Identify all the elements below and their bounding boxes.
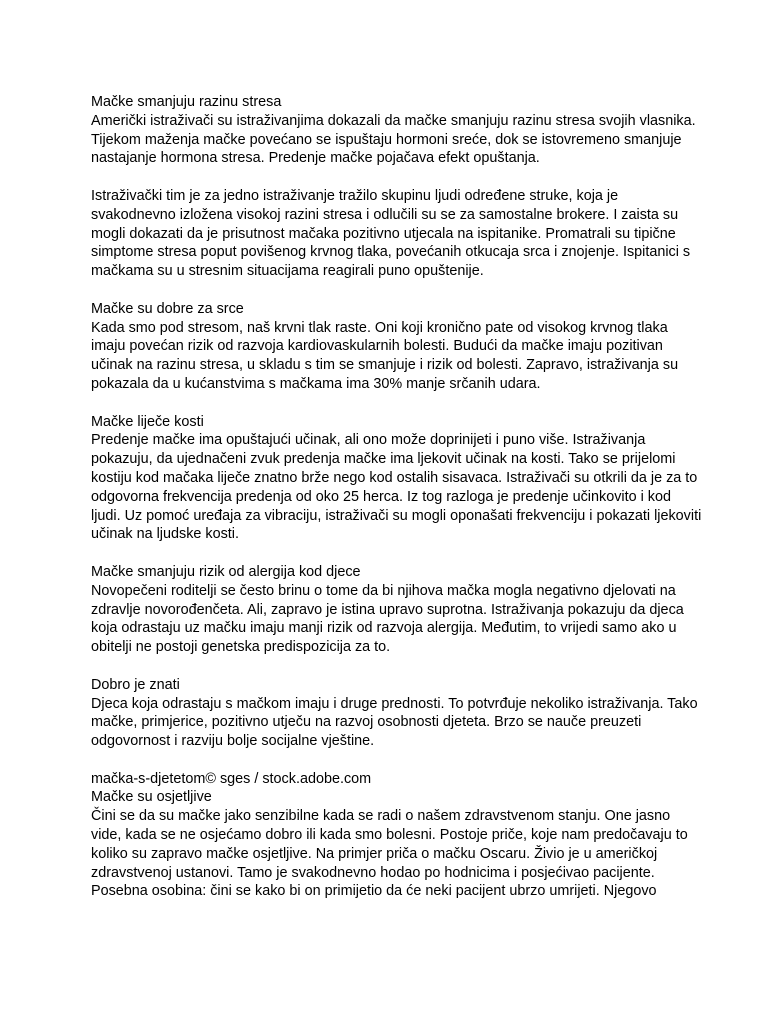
text-line: imaju povećan rizik od razvoja kardiovaskularnih bolesti. Budući da mačke imaju pozitivan [91, 338, 663, 355]
text-line: Novopečeni roditelji se često brinu o tome da bi njihova mačka mogla negativno djelovati na [91, 582, 676, 599]
text-line: učinak na ljudske kosti. [91, 526, 239, 543]
text-line: Tijekom maženja mačke povećano se ispuštaju hormoni sreće, dok se istovremeno smanjuje [91, 131, 682, 148]
text-line: mogli dokazati da je prisutnost mačaka pozitivno utjecala na ispitanike. Promatrali su tipične [91, 225, 676, 242]
section-heart [91, 300, 691, 394]
text-line: Kada smo pod stresom, naš krvni tlak raste. Oni koji kronično pate od visokog krvnog tlaka [91, 319, 668, 336]
section-bones [91, 413, 702, 545]
section-heading: Mačke smanjuju razinu stresa [91, 94, 282, 110]
text-line: mačkama su u stresnim situacijama reagirali puno opuštenije. [91, 263, 484, 280]
text-line: koliko su zapravo mačke osjetljive. Na primjer priča o mačku Oscaru. Živio je u američkoj [91, 845, 658, 862]
text-line: Predenje mačke ima opuštajući učinak, ali ono može doprinijeti i puno više. Istraživanja [91, 432, 646, 449]
text-line: pokazala da u kućanstvima s mačkama ima 30% manje srčanih udara. [91, 375, 541, 392]
text-line: Posebna osobina: čini se kako bi on primijetio da će neki pacijent ubrzo umrijeti. Njegovo [91, 883, 657, 900]
section-heading: Mačke smanjuju rizik od alergija kod djece [91, 563, 361, 580]
text-line: mačke, primjerice, pozitivno utječu na razvoj osobnosti djeteta. Brzo se nauče preuzeti [91, 714, 642, 731]
section-sensitive [91, 770, 691, 902]
text-line: Djeca koja odrastaju s mačkom imaju i druge prednosti. To potvrđuje nekoliko istraživanja. Tako [91, 695, 698, 712]
text-line: Američki istraživači su istraživanjima dokazali da mačke smanjuju razinu stresa svojih vlasnika. [91, 112, 696, 129]
text-line: pokazuju, da ujednačeni zvuk predenja mačke ima ljekovit učinak na kosti. Tako se prijelomi [91, 451, 676, 468]
text-line: zdravstvenoj ustanovi. Tamo je svakodnevno hodao po hodnicima i posjećivao pacijente. [91, 864, 655, 881]
section-stress [91, 93, 696, 168]
section-research-team [91, 187, 691, 281]
text-line: odgovorna frekvencija predenja od oko 25 herca. Iz tog razloga je predenje učinkovito i kod [91, 488, 671, 505]
section-heading: Dobro je znati [91, 676, 180, 693]
section-heading: Mačke su osjetljive [91, 789, 212, 806]
text-line: ljudi. Uz pomoć uređaja za vibraciju, istraživači su mogli oponašati frekvenciju i pokazati ljekoviti [91, 507, 702, 524]
text-line: simptome stresa poput povišenog krvnog tlaka, povećanih otkucaja srca i znojenje. Ispitanici s [91, 244, 691, 261]
text-line: vide, kada se ne osjećamo dobro ili kada smo bolesni. Postoje priče, koje nam predočavaju to [91, 827, 688, 844]
text-line: zdravlje novorođenčeta. Ali, zapravo je istina upravo suprotna. Istraživanja pokazuju da djeca [91, 601, 684, 618]
text-line: Čini se da su mačke jako senzibilne kada se radi o našem zdravstvenom stanju. One jasno [91, 808, 671, 825]
text-line: obitelji ne postoji genetska predispozicija za to. [91, 639, 391, 656]
section-allergies [91, 563, 691, 657]
text-line: Istraživački tim je za jedno istraživanje tražilo skupinu ljudi određene struke, koja je [91, 187, 619, 204]
document-page [91, 93, 702, 920]
section-heading: Mačke liječe kosti [91, 413, 204, 430]
text-line: svakodnevno izložena visokoj razini stresa i odlučili su se za samostalne brokere. I zaista su [91, 206, 679, 223]
text-line: nastajanje hormona stresa. Predenje mačke pojačava efekt opuštanja. [91, 150, 540, 167]
section-good-to-know [91, 676, 698, 751]
text-line: koja odrastaju uz mačku imaju manji rizik od razvoja alergija. Međutim, to vrijedi samo ako u [91, 620, 677, 637]
text-line: učinak na razinu stresa, u skladu s tim se smanjuje i rizik od bolesti. Zapravo, istraživanja su [91, 357, 679, 374]
text-line: kostiju kod mačaka liječe znatno brže nego kod ostalih sisavaca. Istraživači su otkrili da je za to [91, 469, 698, 486]
section-heading: Mačke su dobre za srce [91, 300, 244, 317]
image-credit: mačka-s-djetetom© sges / stock.adobe.com [91, 770, 372, 787]
text-line: odgovornost i razviju bolje socijalne vještine. [91, 733, 375, 750]
